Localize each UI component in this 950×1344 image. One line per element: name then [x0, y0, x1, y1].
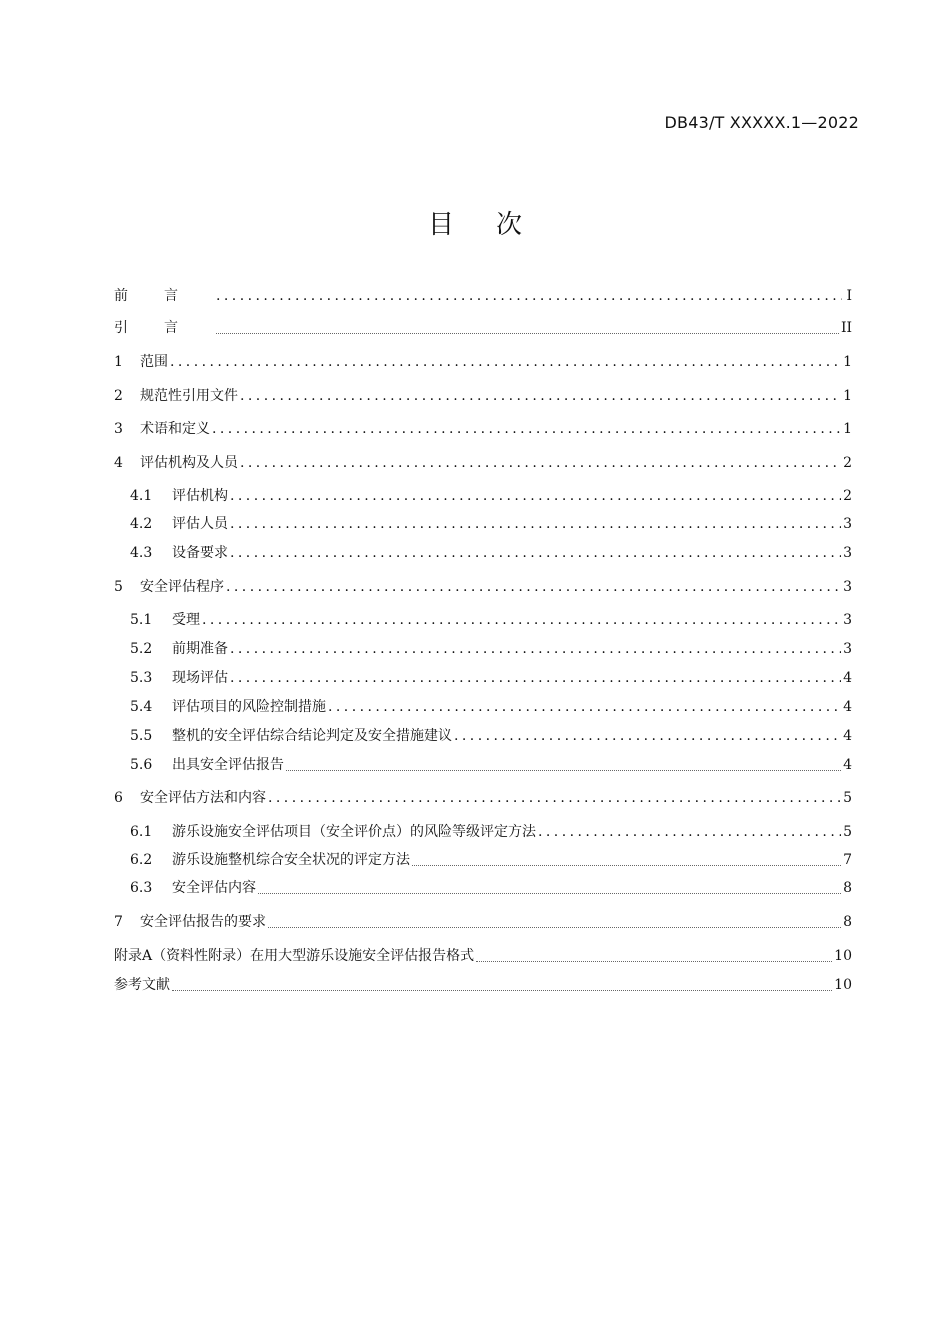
toc-entry-6-1[interactable]	[130, 820, 852, 842]
toc-entry-page: 7	[843, 852, 852, 868]
toc-entry-number: 5.5	[130, 728, 153, 744]
toc-entry-4[interactable]	[114, 451, 852, 473]
toc-entry-introduction[interactable]	[114, 316, 852, 338]
toc-entry-page: 3	[843, 516, 852, 532]
page-title: 目次	[427, 210, 564, 240]
toc-entry-number: 4.3	[130, 545, 153, 561]
dot-leader	[240, 386, 841, 406]
toc-entry-title: 整机的安全评估综合结论判定及安全措施建议	[172, 728, 452, 744]
dot-leader	[240, 453, 841, 473]
toc-entry-number: 7	[114, 914, 123, 930]
toc-entry-page: 4	[843, 728, 852, 744]
toc-entry-number: 5.6	[130, 757, 153, 773]
toc-entry-title: 受理	[172, 612, 200, 628]
toc-entry-title: 引言	[114, 320, 214, 336]
toc-entry-page: 3	[843, 641, 852, 657]
dot-leader	[454, 726, 841, 746]
toc-entry-4-1[interactable]	[130, 484, 852, 506]
toc-entry-title: 出具安全评估报告	[172, 757, 284, 773]
dot-leader	[226, 577, 841, 597]
toc-entry-title: 参考文献	[114, 977, 170, 993]
dot-leader	[212, 419, 841, 439]
toc-entry-page: 10	[834, 948, 852, 964]
toc-entry-title: 安全评估内容	[172, 880, 256, 896]
dot-leader	[216, 320, 839, 334]
dot-leader	[268, 788, 841, 808]
dot-leader	[258, 880, 841, 894]
toc-entry-page: 8	[843, 880, 852, 896]
dot-leader	[286, 757, 841, 771]
toc-entry-title: 前言	[114, 288, 214, 304]
dot-leader	[538, 822, 841, 842]
toc-entry-title: 安全评估方法和内容	[140, 790, 266, 806]
dot-leader	[216, 286, 842, 306]
toc-entry-number: 6.2	[130, 852, 153, 868]
toc-entry-number: 5.4	[130, 699, 153, 715]
dot-leader	[230, 543, 841, 563]
toc-entry-title: 游乐设施安全评估项目（安全评价点）的风险等级评定方法	[172, 824, 536, 840]
dot-leader	[412, 852, 841, 866]
toc-entry-title: 附录A（资料性附录）在用大型游乐设施安全评估报告格式	[114, 948, 475, 964]
toc-entry-6-2[interactable]	[130, 848, 852, 870]
toc-entry-page: 3	[843, 545, 852, 561]
toc-entry-number: 4	[114, 455, 123, 471]
toc-entry-page: 4	[843, 757, 852, 773]
toc-entry-number: 6.1	[130, 824, 153, 840]
dot-leader	[230, 639, 841, 659]
dot-leader	[230, 486, 841, 506]
toc-entry-number: 5	[114, 579, 123, 595]
toc-entry-title: 游乐设施整机综合安全状况的评定方法	[172, 852, 410, 868]
toc-entry-page: 10	[834, 977, 852, 993]
dot-leader	[230, 514, 841, 534]
toc-entry-7[interactable]	[114, 910, 852, 932]
toc-entry-number: 5.3	[130, 670, 153, 686]
dot-leader	[328, 697, 841, 717]
toc-entry-title: 前期准备	[172, 641, 228, 657]
toc-entry-title: 现场评估	[172, 670, 228, 686]
toc-entry-title: 规范性引用文件	[140, 388, 238, 404]
toc-entry-page: 5	[843, 824, 852, 840]
toc-entry-5-4[interactable]	[130, 695, 852, 717]
toc-entry-number: 5.1	[130, 612, 153, 628]
toc-entry-5-6[interactable]	[130, 753, 852, 775]
toc-entry-6-3[interactable]	[130, 876, 852, 898]
dot-leader	[172, 977, 832, 991]
toc-entry-title: 设备要求	[172, 545, 228, 561]
toc-entry-title: 评估项目的风险控制措施	[172, 699, 326, 715]
toc-entry-title: 评估人员	[172, 516, 228, 532]
toc-entry-6[interactable]	[114, 786, 852, 808]
toc-entry-bibliography[interactable]	[114, 973, 852, 995]
dot-leader	[202, 610, 841, 630]
toc-entry-foreword[interactable]	[114, 284, 852, 306]
toc-entry-appendix-a[interactable]	[114, 944, 852, 966]
toc-entry-title: 评估机构	[172, 488, 228, 504]
toc-entry-1[interactable]	[114, 350, 852, 372]
toc-entry-number: 1	[114, 354, 123, 370]
toc-entry-title: 范围	[140, 354, 168, 370]
toc-entry-5[interactable]	[114, 575, 852, 597]
toc-entry-3[interactable]	[114, 417, 852, 439]
toc-entry-page: II	[840, 320, 852, 336]
toc-entry-5-5[interactable]	[130, 724, 852, 746]
toc-entry-number: 4.1	[130, 488, 153, 504]
toc-entry-title: 评估机构及人员	[140, 455, 238, 471]
toc-entry-page: 2	[843, 488, 852, 504]
toc-entry-5-2[interactable]	[130, 637, 852, 659]
toc-entry-page: 5	[843, 790, 852, 806]
toc-entry-page: 2	[843, 455, 852, 471]
toc-entry-page: I	[846, 288, 852, 304]
document-code: DB43/T XXXXX.1—2022	[664, 113, 859, 132]
toc-entry-page: 3	[843, 612, 852, 628]
toc-entry-5-1[interactable]	[130, 608, 852, 630]
toc-entry-number: 2	[114, 388, 123, 404]
toc-entry-title: 术语和定义	[140, 421, 210, 437]
toc-entry-5-3[interactable]	[130, 666, 852, 688]
toc-entry-page: 8	[843, 914, 852, 930]
dot-leader	[268, 914, 841, 928]
toc-entry-number: 5.2	[130, 641, 153, 657]
toc-entry-title: 安全评估报告的要求	[140, 914, 266, 930]
dot-leader	[170, 352, 841, 372]
toc-entry-page: 1	[843, 421, 852, 437]
toc-entry-number: 3	[114, 421, 123, 437]
toc-entry-number: 6	[114, 790, 123, 806]
toc-entry-4-3[interactable]	[130, 541, 852, 563]
toc-entry-4-2[interactable]	[130, 512, 852, 534]
toc-entry-title: 安全评估程序	[140, 579, 224, 595]
toc-entry-page: 4	[843, 699, 852, 715]
toc-entry-page: 1	[843, 354, 852, 370]
dot-leader	[230, 668, 841, 688]
toc-entry-page: 3	[843, 579, 852, 595]
dot-leader	[476, 948, 832, 962]
toc-entry-number: 6.3	[130, 880, 153, 896]
toc-entry-number: 4.2	[130, 516, 153, 532]
toc-entry-page: 4	[843, 670, 852, 686]
toc-entry-2[interactable]	[114, 384, 852, 406]
toc-entry-page: 1	[843, 388, 852, 404]
